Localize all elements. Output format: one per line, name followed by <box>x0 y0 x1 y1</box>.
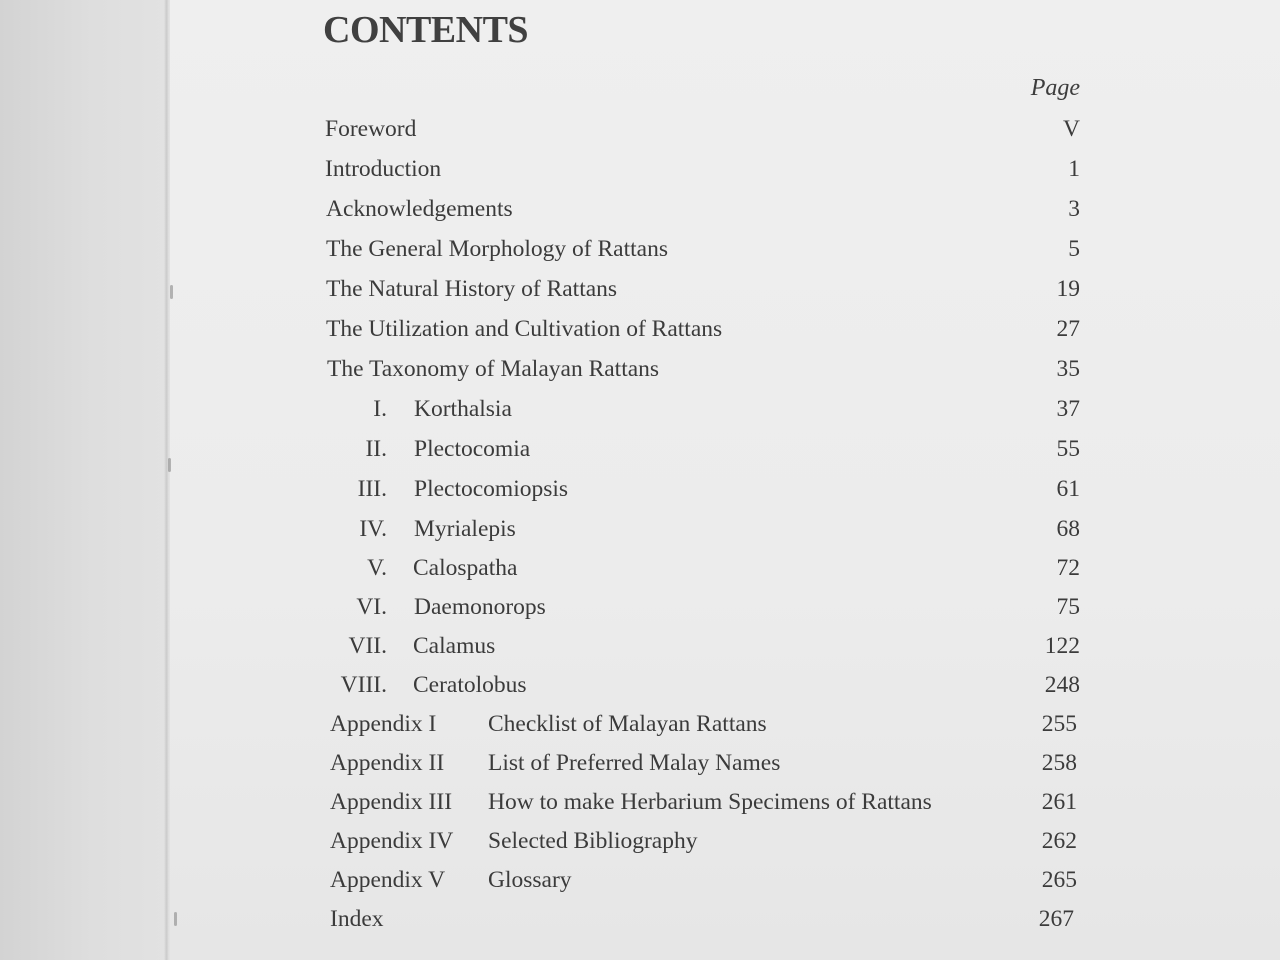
binding-mark <box>174 912 177 926</box>
toc-genus-myrialepis <box>325 512 1082 546</box>
toc-appendix-v <box>325 863 1082 897</box>
toc-entry-introduction <box>325 152 1082 186</box>
toc-appendix-page: 265 <box>1041 867 1077 893</box>
toc-appendix-ii <box>325 746 1082 780</box>
toc-appendix-label: Appendix V <box>330 867 446 893</box>
toc-entry-index <box>325 902 1082 936</box>
toc-appendix-label: Appendix III <box>330 789 453 815</box>
toc-appendix-title: List of Preferred Malay Names <box>488 750 781 776</box>
toc-appendix-title: Selected Bibliography <box>488 828 698 854</box>
toc-appendix-title: How to make Herbarium Specimens of Rattans <box>488 789 932 815</box>
page-fold <box>164 0 169 960</box>
toc-entry-title: Introduction <box>325 156 442 182</box>
binding-mark <box>168 458 171 472</box>
page-title: CONTENTS <box>323 9 529 51</box>
toc-appendix-page: 258 <box>1041 750 1077 776</box>
toc-genus-page: 75 <box>1056 594 1080 620</box>
toc-genus-korthalsia <box>325 392 1082 426</box>
toc-appendix-label: Appendix IV <box>330 828 454 854</box>
toc-genus-title: Calospatha <box>413 555 518 581</box>
toc-entry-title: The Taxonomy of Malayan Rattans <box>327 356 660 382</box>
toc-genus-page: 248 <box>1044 672 1080 698</box>
toc-genus-numeral: V. <box>367 555 387 581</box>
toc-genus-numeral: VIII. <box>340 672 387 698</box>
toc-appendix-title: Checklist of Malayan Rattans <box>488 711 767 737</box>
toc-entry-page: 5 <box>1068 236 1080 262</box>
toc-entry-title: The Utilization and Cultivation of Rattans <box>326 316 723 342</box>
toc-appendix-iv <box>325 824 1082 858</box>
toc-genus-page: 37 <box>1056 396 1080 422</box>
toc-entry-page: 27 <box>1056 316 1080 342</box>
toc-entry-morphology <box>325 232 1082 266</box>
toc-entry-title: Acknowledgements <box>326 196 513 222</box>
toc-entry-page: 3 <box>1068 196 1080 222</box>
toc-appendix-label: Appendix II <box>330 750 445 776</box>
toc-genus-title: Myrialepis <box>414 516 516 542</box>
toc-genus-title: Daemonorops <box>414 594 546 620</box>
toc-genus-plectocomia <box>325 432 1082 466</box>
toc-genus-page: 55 <box>1056 436 1080 462</box>
toc-entry-natural-history <box>325 272 1082 306</box>
page-column-header: Page <box>1030 75 1080 101</box>
toc-appendix-i <box>325 707 1082 741</box>
toc-entry-utilization <box>325 312 1082 346</box>
toc-entry-title: The General Morphology of Rattans <box>326 236 668 262</box>
toc-genus-calospatha <box>325 551 1082 585</box>
toc-genus-numeral: VII. <box>348 633 387 659</box>
toc-appendix-page: 261 <box>1041 789 1077 815</box>
toc-genus-numeral: VI. <box>356 594 387 620</box>
toc-genus-title: Korthalsia <box>414 396 512 422</box>
table-of-contents <box>325 112 1082 932</box>
toc-entry-foreword <box>325 112 1082 146</box>
toc-entry-title: Index <box>330 906 384 932</box>
toc-appendix-page: 262 <box>1041 828 1077 854</box>
binding-mark <box>170 285 173 299</box>
toc-entry-title: Foreword <box>325 116 417 142</box>
toc-genus-title: Ceratolobus <box>413 672 527 698</box>
toc-appendix-page: 255 <box>1041 711 1077 737</box>
toc-genus-numeral: II. <box>365 436 387 462</box>
toc-appendix-title: Glossary <box>488 867 572 893</box>
toc-genus-page: 68 <box>1056 516 1080 542</box>
toc-appendix-iii <box>325 785 1082 819</box>
toc-genus-plectocomiopsis <box>325 472 1082 506</box>
toc-genus-page: 122 <box>1044 633 1080 659</box>
toc-entry-page: 267 <box>1038 906 1074 932</box>
toc-genus-page: 61 <box>1056 476 1080 502</box>
toc-genus-title: Plectocomiopsis <box>414 476 569 502</box>
toc-genus-numeral: I. <box>373 396 387 422</box>
toc-entry-page: 1 <box>1068 156 1080 182</box>
toc-genus-title: Plectocomia <box>414 436 531 462</box>
toc-entry-page: 35 <box>1056 356 1080 382</box>
toc-entry-title: The Natural History of Rattans <box>326 276 618 302</box>
toc-genus-daemonorops <box>325 590 1082 624</box>
toc-genus-ceratolobus <box>325 668 1082 702</box>
toc-entry-page: 19 <box>1056 276 1080 302</box>
toc-appendix-label: Appendix I <box>330 711 437 737</box>
toc-genus-numeral: IV. <box>359 516 387 542</box>
toc-entry-acknowledgements <box>325 192 1082 226</box>
toc-genus-calamus <box>325 629 1082 663</box>
toc-entry-taxonomy <box>325 352 1082 386</box>
toc-entry-page: V <box>1063 116 1080 142</box>
toc-genus-title: Calamus <box>413 633 496 659</box>
toc-genus-page: 72 <box>1056 555 1080 581</box>
book-gutter <box>0 0 170 960</box>
toc-genus-numeral: III. <box>357 476 387 502</box>
